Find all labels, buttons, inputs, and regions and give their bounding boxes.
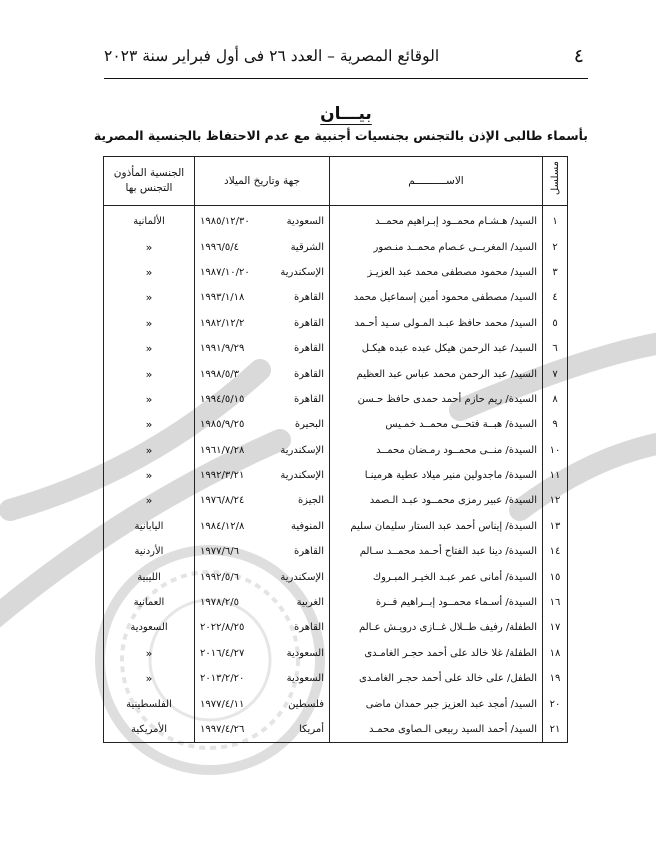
row-birth <box>195 361 330 386</box>
table-row <box>104 260 568 285</box>
row-birth <box>195 514 330 539</box>
row-name: السيد/ عبد الرحمن هيكل عبده عبده هيكـل <box>330 336 543 361</box>
row-birth-place: القاهرة <box>294 622 324 634</box>
row-birth <box>195 717 330 743</box>
row-serial: ٦ <box>543 336 568 361</box>
row-birth <box>195 641 330 666</box>
table-row <box>104 234 568 259</box>
table-row <box>104 539 568 564</box>
row-birth-date: ١٩٨٥/١٢/٣٠ <box>200 216 250 228</box>
row-birth-date: ١٩٨٧/١٠/٢٠ <box>200 266 250 278</box>
row-birth-place: المنوفية <box>291 520 324 532</box>
row-birth-place: الإسكندرية <box>280 571 324 583</box>
row-serial: ٩ <box>543 412 568 437</box>
row-birth-place: القاهرة <box>294 317 324 329</box>
row-birth-place: الإسكندرية <box>280 470 324 482</box>
table-row <box>104 717 568 743</box>
row-name: السيد/ المغربــى عـصام محمــد منـصور <box>330 234 543 259</box>
header-birth: جهة وتاريخ الميلاد <box>195 157 330 206</box>
row-birth <box>195 615 330 640</box>
row-birth-place: السعودية <box>286 647 324 659</box>
row-nationality: الألمانية <box>104 206 195 235</box>
row-birth-date: ١٩٧٨/٢/٥ <box>200 597 239 609</box>
row-birth <box>195 234 330 259</box>
row-serial: ١٠ <box>543 438 568 463</box>
row-birth <box>195 666 330 691</box>
row-nationality: « <box>104 234 195 259</box>
row-birth <box>195 206 330 235</box>
row-nationality: الفلسطينية <box>104 691 195 716</box>
row-birth-date: ١٩٩٦/٥/٤ <box>200 241 239 253</box>
row-birth-place: فلسطين <box>288 698 324 710</box>
row-nationality: الأمريكية <box>104 717 195 743</box>
row-nationality: « <box>104 336 195 361</box>
row-serial: ٢ <box>543 234 568 259</box>
table-row <box>104 387 568 412</box>
running-title: الوقائع المصرية – العدد ٢٦ فى أول فبراير سنة ٢٠٢٣ <box>104 47 440 65</box>
row-birth <box>195 285 330 310</box>
table-row <box>104 590 568 615</box>
table-row <box>104 641 568 666</box>
table-row <box>104 438 568 463</box>
row-nationality: « <box>104 438 195 463</box>
table-row <box>104 666 568 691</box>
row-birth-date: ١٩٩٤/٥/١٥ <box>200 393 245 405</box>
page-title: بيـــان <box>320 104 372 124</box>
row-birth <box>195 463 330 488</box>
row-name: السيد/ أمجد عبد العزيز جبر حمدان ماضى <box>330 691 543 716</box>
table-row <box>104 412 568 437</box>
row-serial: ١٢ <box>543 488 568 513</box>
row-name: الطفلة/ رفيف طــلال غــازى درويـش عـالم <box>330 615 543 640</box>
table-body <box>104 206 568 743</box>
row-name: السيدة/ منــى محمــود رمـضان محمــد <box>330 438 543 463</box>
row-birth <box>195 590 330 615</box>
row-birth <box>195 311 330 336</box>
page-header <box>104 44 584 68</box>
row-birth-date: ٢٠٢٢/٨/٢٥ <box>200 622 245 634</box>
row-serial: ١٩ <box>543 666 568 691</box>
row-serial: ٢٠ <box>543 691 568 716</box>
row-serial: ١ <box>543 206 568 235</box>
row-birth-place: الجيزة <box>297 495 324 507</box>
header-nationality <box>104 157 195 206</box>
page-number: ٤ <box>573 45 584 67</box>
row-birth-place: الإسكندرية <box>280 266 324 278</box>
row-birth-place: الشرقية <box>290 241 324 253</box>
row-nationality: « <box>104 311 195 336</box>
row-name: السيدة/ إيناس أحمد عبد الستار سليمان سليم <box>330 514 543 539</box>
row-nationality: « <box>104 285 195 310</box>
row-name: الطفلة/ غلا خالد على أحمد حجـر الغامـدى <box>330 641 543 666</box>
row-nationality: « <box>104 387 195 412</box>
table-row <box>104 514 568 539</box>
row-birth-date: ١٩٨٤/١٢/٨ <box>200 520 245 532</box>
row-birth-place: القاهرة <box>294 343 324 355</box>
row-birth-place: السعودية <box>286 673 324 685</box>
row-name: السيدة/ ماجدولين منير ميلاد عطية هرمينـا <box>330 463 543 488</box>
row-name: السيدة/ ريم حازم أحمد حمدى حافظ حـسن <box>330 387 543 412</box>
table-row <box>104 311 568 336</box>
row-birth-place: الغربية <box>296 597 324 609</box>
row-birth-date: ٢٠١٦/٤/٢٧ <box>200 647 245 659</box>
row-serial: ١١ <box>543 463 568 488</box>
table-row <box>104 488 568 513</box>
row-name: الطفل/ على خالد على أحمد حجـر الغامـدى <box>330 666 543 691</box>
row-birth-place: القاهرة <box>294 292 324 304</box>
row-birth-place: أمريكا <box>298 724 324 735</box>
header-name: الاســــــــــم <box>330 157 543 206</box>
row-nationality: « <box>104 463 195 488</box>
row-serial: ٤ <box>543 285 568 310</box>
row-birth-date: ٢٠١٣/٢/٢٠ <box>200 673 245 685</box>
row-serial: ١٣ <box>543 514 568 539</box>
row-birth-place: القاهرة <box>294 393 324 405</box>
row-serial: ٧ <box>543 361 568 386</box>
row-birth-date: ١٩٧٦/٨/٢٤ <box>200 495 245 507</box>
row-nationality: « <box>104 361 195 386</box>
row-serial: ٢١ <box>543 717 568 743</box>
row-name: السيد/ عبد الرحمن محمد عباس عبد العظيم <box>330 361 543 386</box>
table-row <box>104 691 568 716</box>
row-name: السيدة/ دينا عبد الفتاح أحـمد محمــد سـالم <box>330 539 543 564</box>
row-name: السيد/ محمد حافظ عبـد المـولى سـيد أحـمد <box>330 311 543 336</box>
row-nationality: اليابانية <box>104 514 195 539</box>
row-birth <box>195 412 330 437</box>
row-birth-place: القاهرة <box>294 368 324 380</box>
page-subtitle: بأسماء طالبى الإذن بالتجنس بجنسيات أجنبية مع عدم الاحتفاظ بالجنسية المصرية <box>93 128 588 143</box>
row-name: السيدة/ أمانى عمر عبـد الخيـر المبـروك <box>330 564 543 589</box>
row-name: السيدة/ أسـماء محمــود إبــراهيم فــرة <box>330 590 543 615</box>
row-birth-date: ١٩٨٢/١٢/٢ <box>200 317 245 329</box>
header-nationality-line1: الجنسية المأذون <box>113 167 185 179</box>
header-serial: مسلسل <box>543 157 568 206</box>
table-row <box>104 336 568 361</box>
row-birth <box>195 260 330 285</box>
table-row <box>104 615 568 640</box>
row-birth <box>195 564 330 589</box>
row-birth-date: ١٩٩٨/٥/٣ <box>200 368 239 380</box>
row-birth-date: ١٩٦١/٧/٢٨ <box>200 444 245 456</box>
row-name: السيد/ مصطفى محمود أمين إسماعيل محمد <box>330 285 543 310</box>
header-nationality-line2: التجنس بها <box>125 182 173 194</box>
row-birth-date: ١٩٨٥/٩/٢٥ <box>200 419 245 431</box>
row-birth <box>195 336 330 361</box>
row-serial: ٣ <box>543 260 568 285</box>
header-rule <box>104 78 588 79</box>
row-name: السيد/ أحمد السيد ربيعى الـصاوى محمـد <box>330 717 543 743</box>
row-serial: ١٦ <box>543 590 568 615</box>
table-header-row <box>104 157 568 206</box>
naturalization-table <box>103 156 568 743</box>
row-birth <box>195 691 330 716</box>
row-serial: ١٥ <box>543 564 568 589</box>
row-nationality: العمانية <box>104 590 195 615</box>
row-nationality: « <box>104 488 195 513</box>
row-birth-date: ١٩٩٧/٤/٢٦ <box>200 724 245 735</box>
row-birth <box>195 438 330 463</box>
row-birth-date: ١٩٩١/٩/٢٩ <box>200 343 245 355</box>
row-birth-date: ١٩٧٧/٤/١١ <box>200 698 245 710</box>
row-birth <box>195 488 330 513</box>
row-serial: ١٧ <box>543 615 568 640</box>
row-serial: ٨ <box>543 387 568 412</box>
row-nationality: « <box>104 412 195 437</box>
row-nationality: السعودية <box>104 615 195 640</box>
row-nationality: الأردنية <box>104 539 195 564</box>
row-birth-place: الإسكندرية <box>280 444 324 456</box>
row-birth-place: البحيرة <box>294 419 324 431</box>
row-nationality: « <box>104 260 195 285</box>
table-row <box>104 564 568 589</box>
table-row <box>104 361 568 386</box>
row-serial: ٥ <box>543 311 568 336</box>
row-birth-date: ١٩٧٧/٦/٦ <box>200 546 239 558</box>
row-birth-date: ١٩٩٢/٣/٢١ <box>200 470 245 482</box>
table-row <box>104 463 568 488</box>
row-nationality: « <box>104 641 195 666</box>
table-row <box>104 285 568 310</box>
row-birth-date: ١٩٩٢/٥/٦ <box>200 571 239 583</box>
row-serial: ١٨ <box>543 641 568 666</box>
row-nationality: الليبية <box>104 564 195 589</box>
row-birth-place: السعودية <box>286 216 324 228</box>
row-name: السيدة/ هبــة فتحــى محمــد خمـيس <box>330 412 543 437</box>
row-birth <box>195 539 330 564</box>
table-row <box>104 206 568 235</box>
row-birth <box>195 387 330 412</box>
row-serial: ١٤ <box>543 539 568 564</box>
row-birth-date: ١٩٩٣/١/١٨ <box>200 292 245 304</box>
row-name: السيد/ محمود مصطفى محمد عبد العزيـز <box>330 260 543 285</box>
row-birth-place: القاهرة <box>294 546 324 558</box>
row-name: السيد/ هـشـام محمــود إبـراهيم محمــد <box>330 206 543 235</box>
row-name: السيدة/ عبير رمزى محمــود عبـد الـصمد <box>330 488 543 513</box>
row-nationality: « <box>104 666 195 691</box>
